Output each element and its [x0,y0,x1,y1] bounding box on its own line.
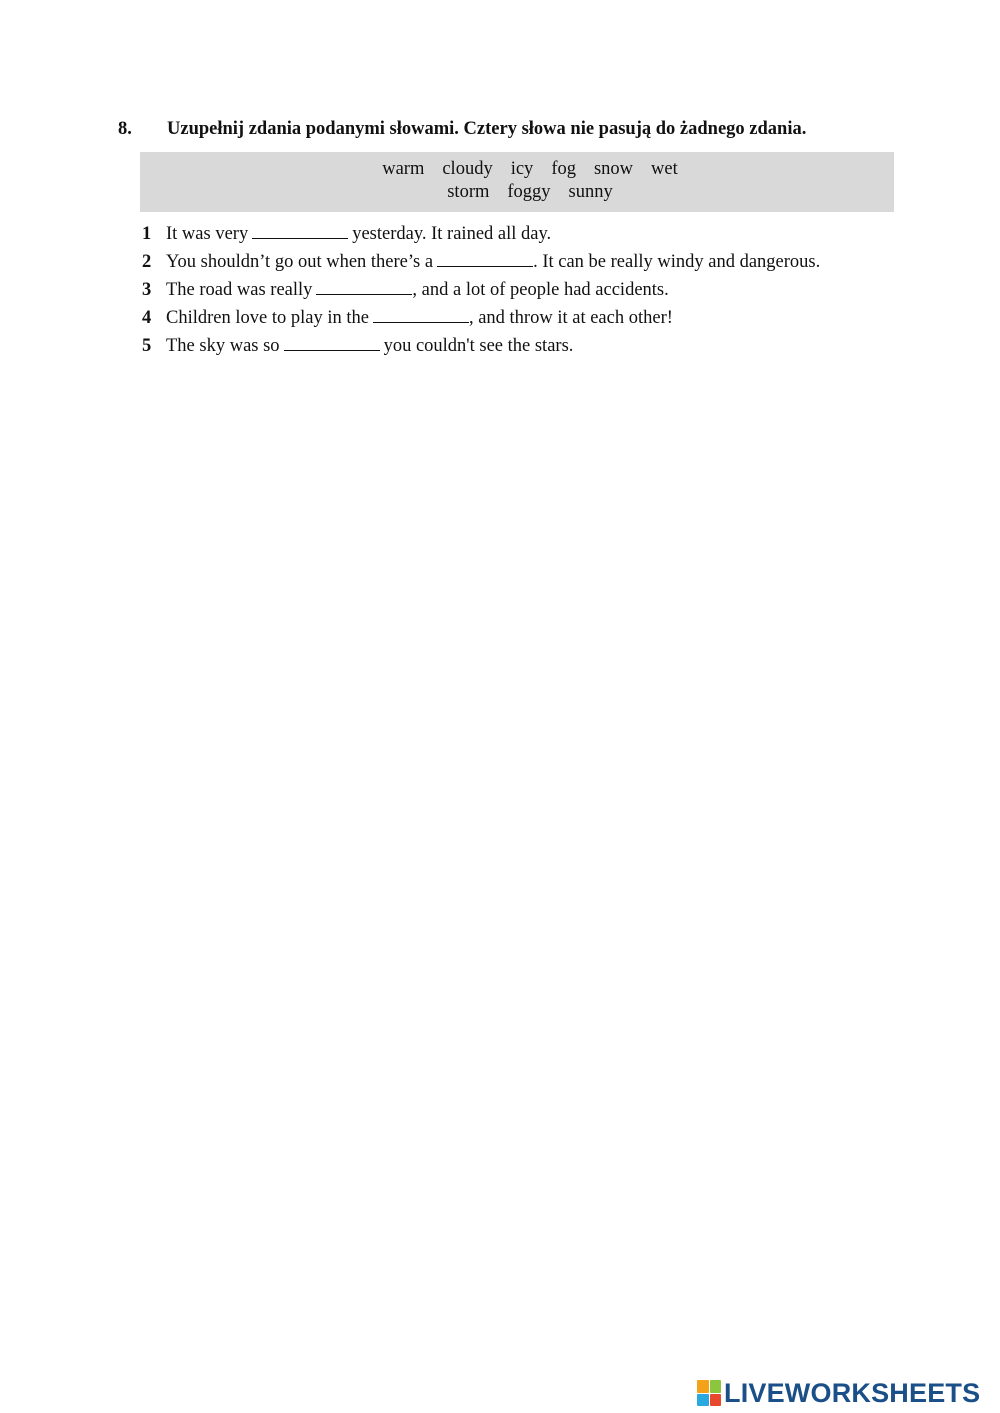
sentence-item [140,222,820,250]
sentence-number: 4 [142,308,152,328]
sentence-item [140,334,820,362]
answer-blank[interactable] [252,223,348,239]
sentence-text-after: , and throw it at each other! [468,308,673,328]
answer-blank[interactable] [284,335,380,351]
sentence-number: 3 [142,280,152,300]
word-bank-item: sunny [568,182,613,202]
liveworksheets-logo-text: LIVEWORKSHEETS [724,1377,981,1408]
answer-blank[interactable] [437,251,533,267]
word-bank-item: foggy [507,182,551,202]
sentence-item [140,306,820,334]
sentence-text-after: . It can be really windy and dangerous. [533,252,821,272]
word-bank [140,152,894,212]
sentence-text-before: The road was really [166,280,313,300]
sentence-item [140,278,820,306]
answer-blank[interactable] [373,307,469,323]
word-bank-item: wet [651,159,678,179]
sentence-text-before: You shouldn’t go out when there’s a [166,252,434,272]
sentence-text-before: It was very [166,224,249,244]
sentence-text-after: you couldn't see the stars. [383,336,574,356]
sentence-list [140,222,820,362]
word-bank-item: icy [510,159,534,179]
sentence-number: 1 [142,224,152,244]
sentence-text-before: Children love to play in the [166,308,369,328]
answer-blank[interactable] [316,279,412,295]
word-bank-item: snow [593,159,634,179]
word-bank-item: fog [551,159,576,179]
logo-tile [710,1380,722,1393]
logo-tile [710,1394,722,1407]
word-bank-item: warm [382,159,425,179]
sentence-number: 2 [142,252,152,272]
liveworksheets-logo-icon [697,1380,721,1406]
task-header [118,119,806,140]
logo-tile [697,1394,709,1407]
sentence-text-after: yesterday. It rained all day. [352,224,552,244]
liveworksheets-logo [697,1378,980,1408]
word-bank-row-2 [140,182,894,203]
task-number: 8. [118,119,132,139]
word-bank-item: cloudy [442,159,493,179]
word-bank-item: storm [447,182,490,202]
task-instruction: Uzupełnij zdania podanymi słowami. Cztery słowa nie pasują do żadnego zdania. [167,119,807,139]
word-bank-row-1 [140,159,894,180]
sentence-item [140,250,820,278]
sentence-number: 5 [142,336,152,356]
sentence-text-before: The sky was so [166,336,280,356]
logo-tile [697,1380,709,1393]
sentence-text-after: , and a lot of people had accidents. [412,280,669,300]
